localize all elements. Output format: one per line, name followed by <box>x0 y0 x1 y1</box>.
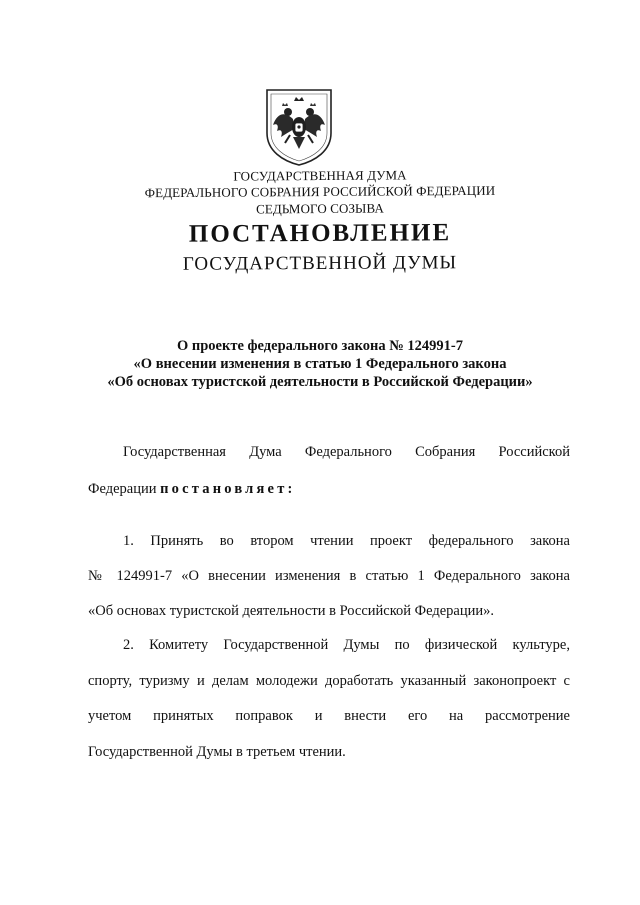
subject-line-2: «О внесении изменения в статью 1 Федерального закона <box>133 356 507 372</box>
item-1-line-3: «Об основах туристской деятельности в Российской Федерации». <box>88 603 495 619</box>
header-line-federal-assembly: ФЕДЕРАЛЬНОГО СОБРАНИЯ РОССИЙСКОЙ ФЕДЕРАЦИИ <box>144 182 496 201</box>
item-2-line-1: 2. Комитету Государственной Думы по физической культуре, <box>123 637 570 653</box>
item-1-line-1: 1. Принять во втором чтении проект федерального закона <box>123 533 570 549</box>
subject-line-3: «Об основах туристской деятельности в Российской Федерации» <box>107 374 533 390</box>
item-1-line-2: № 124991-7 «О внесении изменения в статью 1 Федерального закона <box>88 568 570 584</box>
russian-coat-of-arms-icon <box>263 87 335 167</box>
preamble-line-2 <box>88 481 570 498</box>
subject-line-1: О проекте федерального закона № 124991-7 <box>176 338 464 354</box>
item-2-line-2: спорту, туризму и делам молодежи доработать указанный законопроект с <box>88 673 570 689</box>
preamble-line-1: Государственная Дума Федерального Собрания Российской <box>123 444 570 460</box>
header-line-convocation: СЕДЬМОГО СОЗЫВА <box>256 200 384 217</box>
resolves-word: постановляет: <box>160 481 296 497</box>
document-subtitle: ГОСУДАРСТВЕННОЙ ДУМЫ <box>182 252 458 275</box>
item-2-line-4: Государственной Думы в третьем чтении. <box>88 744 346 760</box>
item-2-line-3: учетом принятых поправок и внести его на рассмотрение <box>88 708 570 724</box>
document-title: ПОСТАНОВЛЕНИЕ <box>188 219 452 248</box>
header-line-duma: ГОСУДАРСТВЕННАЯ ДУМА <box>233 167 407 184</box>
preamble-federation: Федерации <box>88 481 157 497</box>
